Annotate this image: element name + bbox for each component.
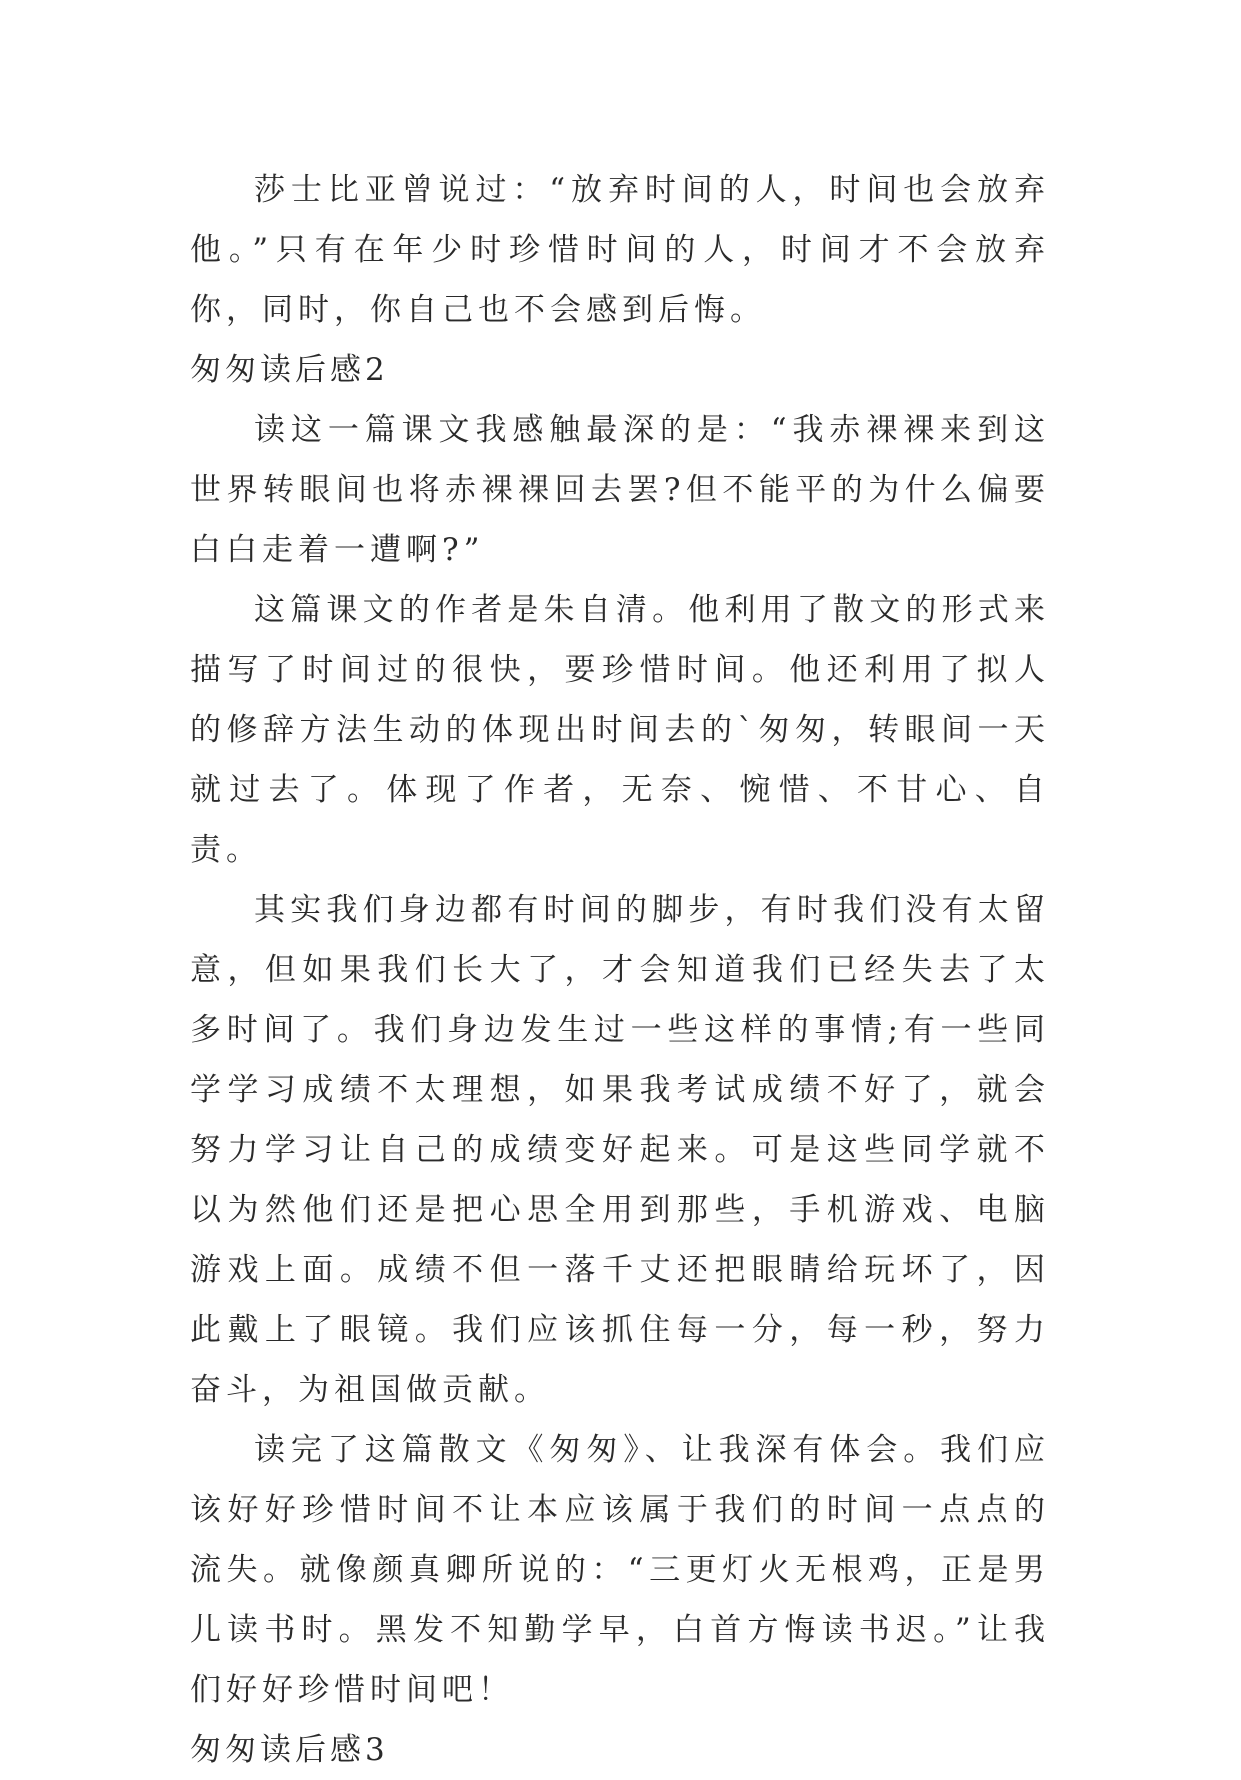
paragraph-author-analysis: 这篇课文的作者是朱自清。他利用了散文的形式来描写了时间过的很快，要珍惜时间。他还利用了拟人的修辞方法生动的体现出时间去的`匆匆，转眼间一天就过去了。体现了作者，无奈、惋惜、不甘心、自责。 [190, 592, 1050, 868]
paragraph-time-footsteps: 其实我们身边都有时间的脚步，有时我们没有太留意，但如果我们长大了，才会知道我们已经失去了太多时间了。我们身边发生过一些这样的事情;有一些同学学习成绩不太理想，如果我考试成绩不好了，就会努力学习让自己的成绩变好起来。可是这些同学就不以为然他们还是把心思全用到那些，手机游戏、电脑游戏上面。成绩不但一落千丈还把眼睛给玩坏了，因此戴上了眼镜。我们应该抓住每一分，每一秒，努力奋斗，为祖国做贡献。 [190, 892, 1050, 1408]
document-body [190, 160, 1050, 1780]
section-heading-3: 匆匆读后感3 [190, 1732, 389, 1768]
paragraph-conclusion: 读完了这篇散文《匆匆》、让我深有体会。我们应该好好珍惜时间不让本应该属于我们的时间一点点的流失。就像颜真卿所说的：“三更灯火无根鸡，正是男儿读书时。黑发不知勤学早，白首方悔读书迟。”让我们好好珍惜时间吧！ [190, 1432, 1050, 1708]
paragraph-shakespeare-quote: 莎士比亚曾说过：“放弃时间的人，时间也会放弃他。”只有在年少时珍惜时间的人，时间才不会放弃你，同时，你自己也不会感到后悔。 [190, 172, 1050, 328]
section-heading-2: 匆匆读后感2 [190, 352, 389, 388]
paragraph-deepest-impression: 读这一篇课文我感触最深的是：“我赤裸裸来到这世界转眼间也将赤裸裸回去罢?但不能平的为什么偏要白白走着一遭啊?” [190, 412, 1050, 568]
